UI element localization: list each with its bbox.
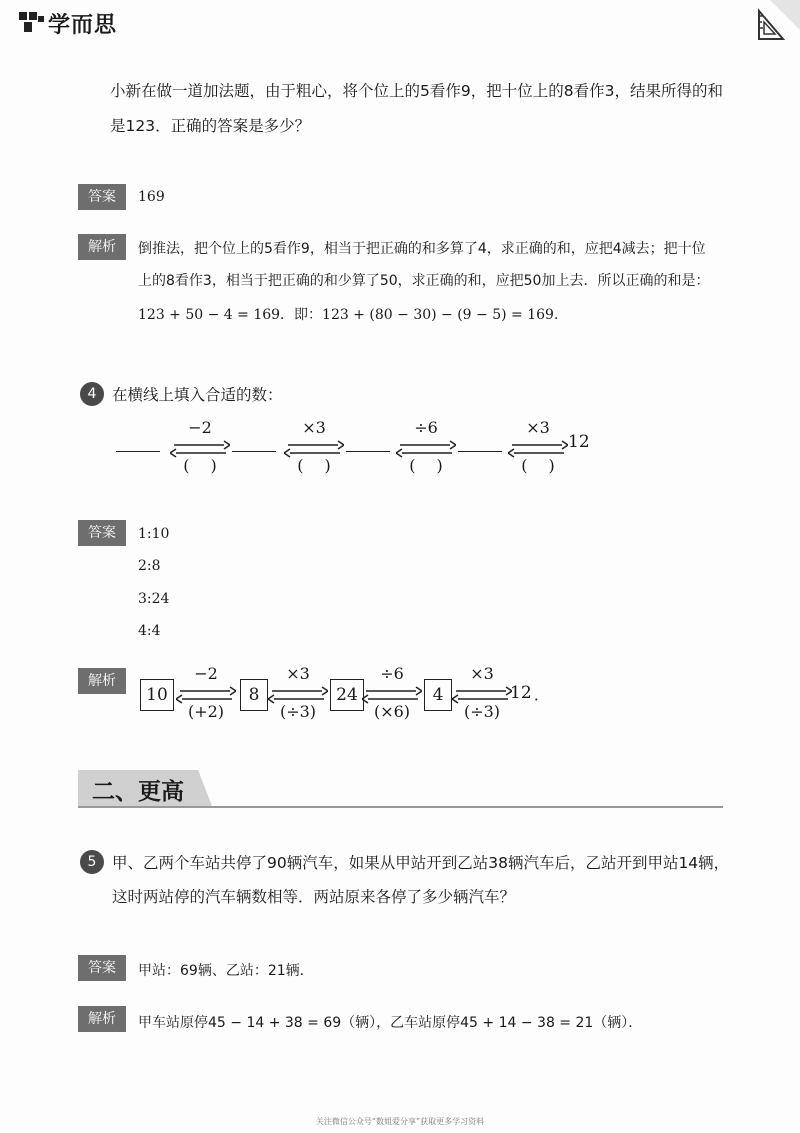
question-5-line-1: 甲、乙两个车站共停了90辆汽车，如果从甲站开到乙站38辆汽车后，乙站开到甲站14辆， — [112, 854, 730, 872]
question-3-analysis-line-2: 上的8看作3，相当于把正确的和少算了50，求正确的和，应把50加上去．所以正确的和是： — [138, 273, 710, 289]
question-3-line-2: 是123．正确的答案是多少？ — [110, 117, 311, 135]
analysis-op-top: ÷6 — [380, 664, 404, 683]
answer-box: 10 — [140, 679, 174, 711]
question-4-prompt: 在横线上填入合适的数： — [112, 386, 283, 404]
step-3-paren: ( ) — [409, 456, 443, 475]
analysis-op-bottom: (÷3) — [279, 702, 317, 721]
step-result: 12 — [568, 432, 590, 452]
question-3-line-1: 小新在做一道加法题，由于粗心，将个位上的5看作9，把十位上的8看作3，结果所得的和 — [110, 82, 723, 100]
answer-item: 1:10 — [138, 526, 170, 542]
blank-line-3 — [346, 451, 390, 452]
blank-line-4 — [458, 451, 502, 452]
answer-label: 答案 — [78, 520, 126, 546]
analysis-op-top: −2 — [194, 664, 218, 683]
blank-line-1 — [116, 451, 160, 452]
footer-note: 关注微信公众号“数姐爱分享”获取更多学习资料 — [315, 1117, 485, 1126]
answer-label: 答案 — [78, 955, 126, 981]
step-2-op: ×3 — [302, 418, 326, 437]
question-5-line-2: 这时两站停的汽车辆数相等．两站原来各停了多少辆汽车？ — [112, 888, 516, 906]
analysis-label: 解析 — [78, 1006, 126, 1032]
answer-box: 4 — [424, 679, 452, 711]
step-1-op: −2 — [188, 418, 212, 437]
step-4-op: ×3 — [526, 418, 550, 437]
answer-item: 3:24 — [138, 591, 170, 607]
analysis-op-top: ×3 — [286, 664, 310, 683]
analysis-label: 解析 — [78, 668, 126, 694]
question-3-analysis-line-3: 123 + 50 − 4 = 169．即：123 + (80 − 30) − (9 − 5) = 169． — [138, 307, 568, 323]
answer-item: 4:4 — [138, 623, 161, 639]
analysis-op-top: ×3 — [470, 664, 494, 683]
step-3-op: ÷6 — [414, 418, 438, 437]
question-5-answer: 甲站：69辆、乙站：21辆． — [138, 963, 314, 979]
answer-box: 8 — [240, 679, 268, 711]
analysis-op-bottom: (÷3) — [463, 702, 501, 721]
analysis-label: 解析 — [78, 234, 126, 260]
step-1-paren: ( ) — [183, 456, 217, 475]
question-3-analysis-line-1: 倒推法，把个位上的5看作9，相当于把正确的和多算了4，求正确的和，应把4减去；把十位 — [138, 241, 706, 257]
blank-line-2 — [232, 451, 276, 452]
step-4-paren: ( ) — [521, 456, 555, 475]
step-2-paren: ( ) — [297, 456, 331, 475]
analysis-result: 12 — [510, 683, 532, 703]
analysis-op-bottom: (×6) — [373, 702, 411, 721]
logo-text: 学而思 — [48, 13, 118, 38]
question-5-number: 5 — [80, 850, 104, 874]
answer-label: 答案 — [78, 184, 126, 210]
section-title: 二、更高 — [92, 779, 184, 805]
analysis-end-mark: ． — [534, 686, 550, 704]
ruler-triangle-icon — [756, 8, 786, 42]
logo-icon — [18, 10, 46, 34]
question-4-number: 4 — [80, 382, 104, 406]
analysis-op-bottom: (+2) — [187, 702, 225, 721]
question-3-answer: 169 — [138, 189, 165, 205]
answer-box: 24 — [330, 679, 364, 711]
question-5-analysis: 甲车站原停45 − 14 + 38 = 69（辆），乙车站原停45 + 14 − 38 = 21（辆）． — [138, 1015, 643, 1031]
answer-item: 2:8 — [138, 558, 161, 574]
